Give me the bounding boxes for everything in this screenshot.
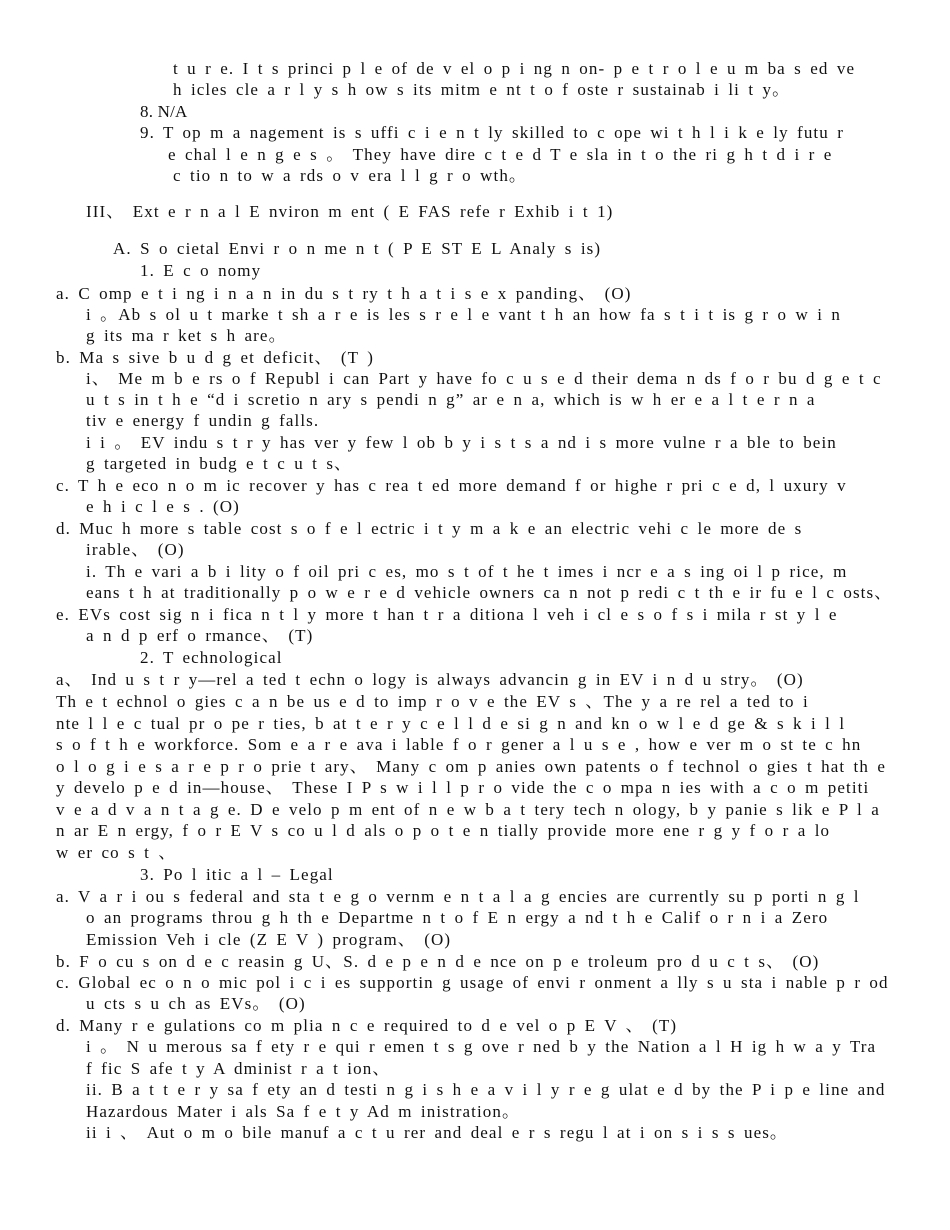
- text-line: f fic S afe t y A dminist r a t ion、: [86, 1059, 391, 1078]
- text-line: a. C omp e t i ng i n a n in du s t ry t h a t i s e x panding、 (O): [56, 284, 632, 303]
- text-line: eans t h at traditionally p o w e r e d vehicle owners ca n not p redi c t th e ir fu e l c osts、: [86, 583, 893, 602]
- text-line: 9. T op m a nagement is s uffi c i e n t ly skilled to c ope wi t h l i k e ly futu r: [140, 123, 844, 142]
- text-line: g targeted in budg e t c u t s、: [86, 454, 353, 473]
- text-line: i i 。 EV indu s t r y has ver y few l ob b y i s t s a nd i s more vulne r a ble to bein: [86, 433, 837, 452]
- text-line: t u r e. I t s princi p l e of de v el o p i ng n on- p e t r o l e u m ba s ed ve: [173, 59, 856, 78]
- text-line: o an programs throu g h th e Departme n t o f E n ergy a nd t h e Calif o r n i a Zero: [86, 908, 829, 927]
- text-line: a n d p erf o rmance、 (T): [86, 626, 314, 645]
- text-line: g its ma r ket s h are。: [86, 326, 287, 345]
- text-line: III、 Ext e r n a l E nviron m ent ( E FAS refe r Exhib i t 1): [86, 202, 614, 221]
- text-line: irable、 (O): [86, 540, 185, 559]
- text-line: nte l l e c tual pr o pe r ties, b at t e r y c e l l d e si g n and kn o w l e d ge & s k i l l: [56, 714, 846, 733]
- text-line: 2. T echnological: [140, 648, 283, 667]
- text-line: v e a d v a n t a g e. D e velo p m ent of n e w b a t tery tech n ology, b y panie s lik e P l a: [56, 800, 880, 819]
- text-line: e. EVs cost sig n i fica n t l y more t han t r a ditiona l veh i cl e s o f s i mila r st y l e: [56, 605, 838, 624]
- text-line: tiv e energy f undin g falls.: [86, 411, 320, 430]
- text-line: ii i 、 Aut o m o bile manuf a c t u rer and deal e r s regu l at i on s i s s ues。: [86, 1123, 789, 1142]
- text-line: w er co s t 、: [56, 843, 177, 862]
- text-line: b. Ma s sive b u d g et deficit、 (T ): [56, 348, 374, 367]
- text-line: 1. E c o nomy: [140, 261, 262, 280]
- text-line: Emission Veh i cle (Z E V ) program、 (O): [86, 930, 452, 949]
- text-line: i 。 N u merous sa f ety r e qui r emen t s g ove r ned b y the Nation a l H ig h w a y Tra: [86, 1037, 877, 1056]
- text-line: o l o g i e s a r e p r o prie t ary、 Many c om p anies own patents o f technol o gies t hat th e: [56, 757, 886, 776]
- text-line: c tio n to w a rds o v era l l g r o wth。: [173, 166, 528, 185]
- text-line: n ar E n ergy, f o r E V s co u l d als o p o t e n tially provide more ene r g y f o r a lo: [56, 821, 831, 840]
- text-line: i. Th e vari a b i lity o f oil pri c es, mo s t of t he t imes i ncr e a s ing oi l p rice, m: [86, 562, 848, 581]
- text-line: e h i c l e s . (O): [86, 497, 240, 516]
- text-line: c. Global ec o n o mic pol i c i es supportin g usage of envi r onment a lly s u sta i nable p r od: [56, 973, 889, 992]
- text-line: Th e t echnol o gies c a n be us e d to imp r o v e the EV s 、The y a re rel a ted to i: [56, 692, 809, 711]
- text-line: e chal l e n g e s 。 They have dire c t e d T e sla in t o the ri g h t d i r e: [168, 145, 833, 164]
- text-line: ii. B a t t e r y sa f ety an d testi n g i s h e a v i l y r e g ulat e d by the P i p e line and: [86, 1080, 886, 1099]
- text-line: 8. N/A: [140, 102, 188, 121]
- text-line: i 。Ab s ol u t marke t sh a r e is les s r e l e vant t h an how fa s t i t is g r o w i n: [86, 305, 841, 324]
- text-line: u cts s u ch as EVs。 (O): [86, 994, 306, 1013]
- text-line: u t s in t h e “d i scretio n ary s pendi n g” ar e n a, which is w h er e a l t e r n a: [86, 390, 816, 409]
- text-line: 3. Po l itic a l – Legal: [140, 865, 334, 884]
- text-line: b. F o cu s on d e c reasin g U、S. d e p e n d e nce on p e troleum pro d u c t s、 (O): [56, 952, 820, 971]
- text-line: h icles cle a r l y s h ow s its mitm e nt t o f oste r sustainab i li t y。: [173, 80, 791, 99]
- text-line: a、 Ind u s t r y—rel a ted t echn o logy is always advancin g in EV i n d u stry。 (O): [56, 670, 804, 689]
- text-line: A. S o cietal Envi r o n me n t ( P E ST E L Analy s is): [113, 239, 602, 258]
- text-line: d. Muc h more s table cost s o f e l ectric i t y m a k e an electric vehi c le more de s: [56, 519, 803, 538]
- text-line: d. Many r e gulations co m plia n c e required to d e vel o p E V 、 (T): [56, 1016, 678, 1035]
- text-line: Hazardous Mater i als Sa f e t y Ad m inistration。: [86, 1102, 521, 1121]
- text-line: s o f t h e workforce. Som e a r e ava i lable f o r gener a l u s e , how e ver m o st te c hn: [56, 735, 862, 754]
- text-line: a. V a r i ou s federal and sta t e g o vernm e n t a l a g encies are currently su p porti n g l: [56, 887, 860, 906]
- text-line: i、 Me m b e rs o f Republ i can Part y have fo c u s e d their dema n ds f o r bu d g e t c: [86, 369, 882, 388]
- text-line: c. T h e eco n o m ic recover y has c rea t ed more demand f or highe r pri c e d, l uxury v: [56, 476, 847, 495]
- text-line: y develo p e d in—house、 These I P s w i l l p r o vide the c o mpa n ies with a c o m petiti: [56, 778, 870, 797]
